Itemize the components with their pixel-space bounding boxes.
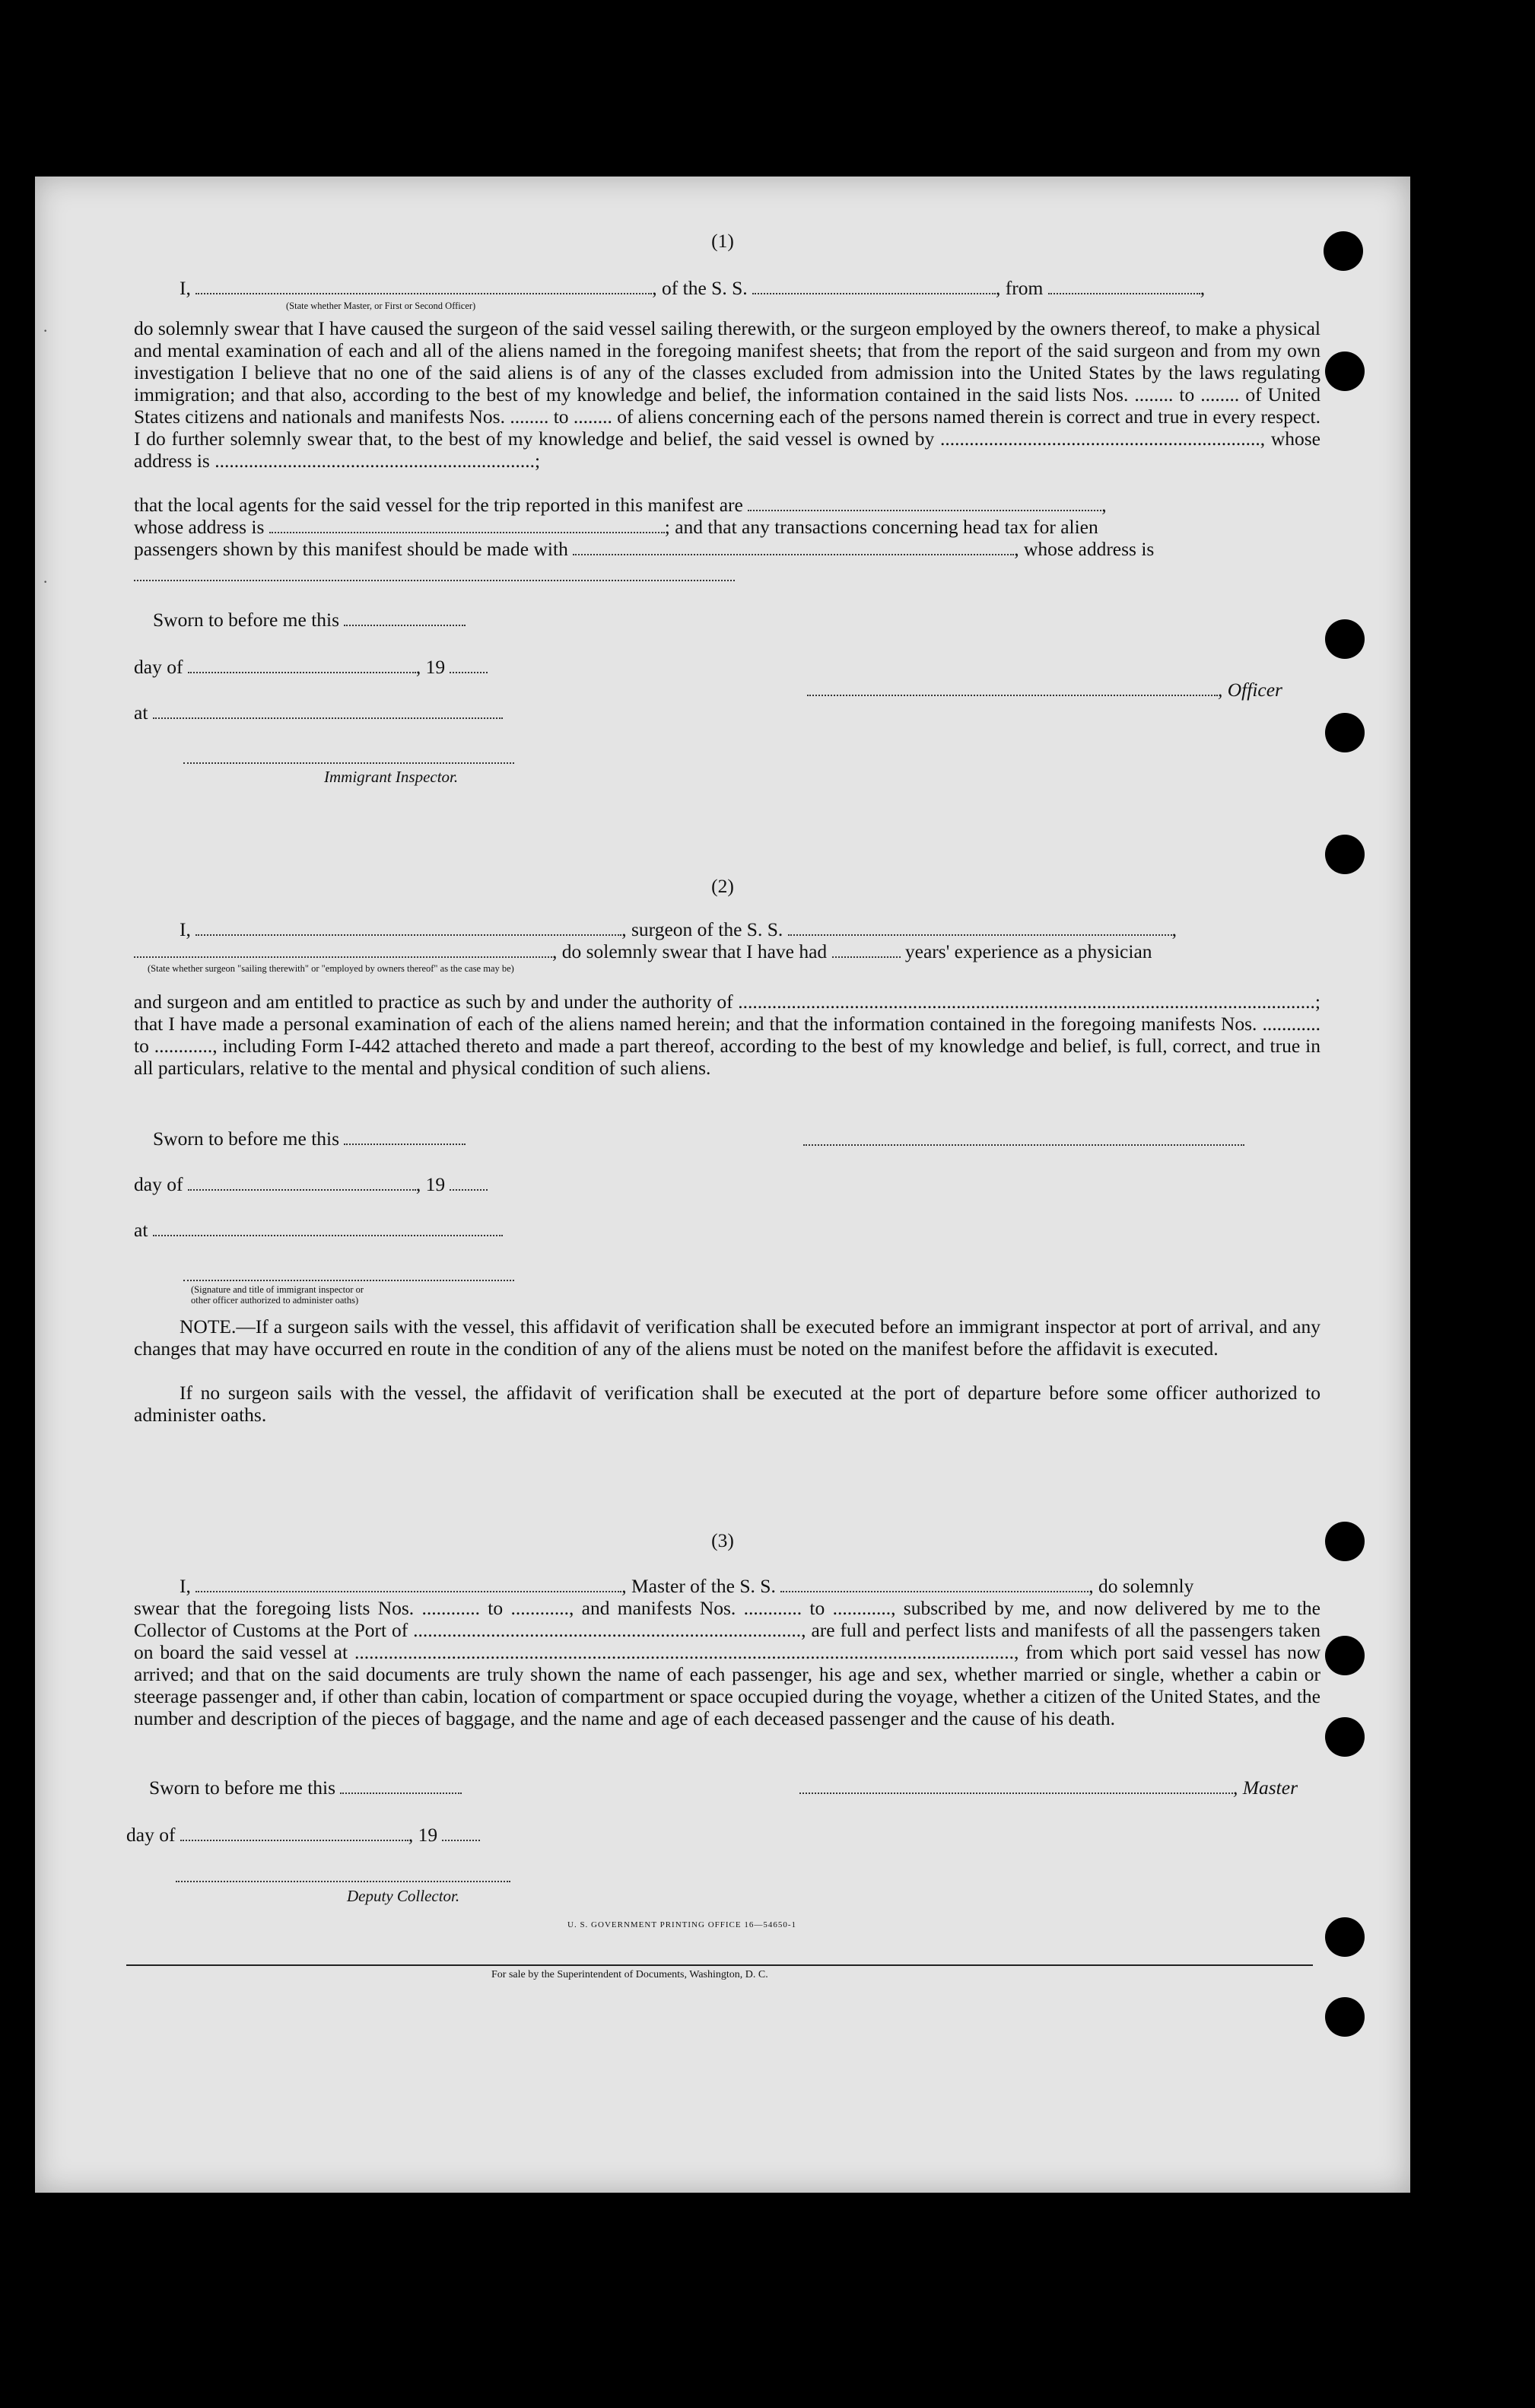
s1-agents-line: that the local agents for the said vessel for the trip reported in this manifest are , [134,494,1107,516]
s2-line1: I, , surgeon of the S. S. , [180,918,1177,940]
manifest-back-page [35,177,1410,2193]
s1-line1: I, , of the S. S. , from , [180,277,1206,299]
s3-sworn: Sworn to before me this [149,1777,462,1799]
punch-hole [1325,1636,1365,1675]
section-3-number: (3) [711,1529,734,1551]
s3-line1: I, , Master of the S. S. , do solemnly [180,1575,1194,1597]
s2-place-field[interactable] [153,1221,503,1236]
surgeon-name-field[interactable] [195,921,621,936]
s2-note-1: NOTE.—If a surgeon sails with the vessel, this affidavit of verification shall be executed before an immigrant inspector at port of arrival, and any changes that may have occurred en route in the condition of any of the aliens must be noted on the manifest before the affidavit is executed. [134,1315,1320,1360]
s1-address-line: whose address is ; and that any transactions concerning head tax for alien [134,516,1098,538]
s3-collector-signature-line[interactable] [176,1881,510,1882]
agents-address-field[interactable] [269,518,665,533]
s3-sworn-day-field[interactable] [340,1779,462,1794]
s3-month-field[interactable] [180,1826,408,1841]
punch-hole [1325,619,1365,659]
s1-officer-line: , Officer [807,679,1282,701]
s3-collector-label: Deputy Collector. [347,1887,460,1905]
s2-sig-hint-1: (Signature and title of immigrant inspector or [191,1284,364,1295]
s2-surgeon-signature-line[interactable] [803,1144,1244,1146]
head-tax-party-field[interactable] [573,540,1014,555]
punch-hole [1325,1997,1365,2037]
s3-day-of: day of , 19 [126,1824,480,1846]
s2-day-of: day of , 19 [134,1173,488,1195]
footer-sale-notice: For sale by the Superintendent of Documents, Washington, D. C. [491,1969,768,1980]
s2-month-field[interactable] [188,1175,416,1191]
bleed-through-mark: · [43,572,49,591]
s1-month-field[interactable] [188,658,416,673]
s2-at: at [134,1219,503,1241]
vessel-name-field[interactable] [752,279,996,294]
section-1-number: (1) [711,230,734,252]
s2-sig-hint-2: other officer authorized to administer oaths) [191,1295,359,1306]
punch-hole [1325,713,1365,752]
bleed-through-mark: · [43,321,49,340]
punch-hole [1325,351,1365,391]
s3-vessel-field[interactable] [780,1577,1088,1592]
s3-body: swear that the foregoing lists Nos. ............ to ............, and manifests Nos. ............ to ............, subscribed by me, and now delivered by me to the Collector of Customs at the Port of ................................................................................, are full and perfect lists and manifests of all the passengers taken on board the said vessel at ........................................................................................................................................, from which port said vessel has now arrived; and that on the said documents are truly shown the name of each passenger, his age and sex, whether married or single, whether a cabin or steerage passenger and, if other than cabin, location of compartment or space occupied during the voyage, whether a citizen of the United States, and the number and description of the pieces of baggage, and the name and age of each deceased passenger and the cause of his death. [134,1597,1320,1729]
s2-sworn-day-field[interactable] [344,1130,466,1145]
section-2-number: (2) [711,875,734,897]
s2-line2: , do solemnly swear that I have had years' experience as a physician [134,940,1152,962]
s1-inspector-label: Immigrant Inspector. [324,768,459,786]
agents-field[interactable] [748,496,1101,511]
printer-imprint: U. S. GOVERNMENT PRINTING OFFICE 16—54650-1 [567,1920,797,1929]
s2-inspector-signature-line[interactable] [183,1280,514,1281]
s2-year-field[interactable] [450,1175,488,1191]
from-port-field[interactable] [1048,279,1200,294]
s1-sworn-day-field[interactable] [344,611,466,626]
punch-hole [1325,1717,1365,1757]
s1-sworn: Sworn to before me this [153,609,466,631]
s1-day-of: day of , 19 [134,656,488,678]
s1-officer-signature-field[interactable] [807,681,1218,696]
s1-passengers-line: passengers shown by this manifest should be made with , whose address is [134,538,1155,560]
s2-sworn: Sworn to before me this [153,1128,466,1150]
punch-hole [1325,835,1365,874]
s2-status-hint: (State whether surgeon "sailing therewith" or "employed by owners thereof" as the case may be) [148,963,514,974]
years-experience-field[interactable] [832,943,901,958]
s2-body: and surgeon and am entitled to practice as such by and under the authority of .......................................................................................................................; that I have made a personal examination of each of the aliens named herein; and that the information contained in the foregoing manifests Nos. ............ to ............, including Form I-442 attached thereto and made a part thereof, according to the best of my knowledge and belief, is full, correct, and true in all particulars, relative to the mental and physical condition of such aliens. [134,991,1320,1079]
s1-at: at [134,701,503,724]
s1-place-field[interactable] [153,704,503,719]
s3-master-line: , Master [799,1777,1298,1799]
surgeon-status-field[interactable] [134,943,552,958]
s1-year-field[interactable] [450,658,488,673]
s2-vessel-field[interactable] [788,921,1172,936]
s3-master-signature-field[interactable] [799,1779,1233,1794]
s1-rank-hint: (State whether Master, or First or Second Officer) [286,301,476,311]
s2-note-2: If no surgeon sails with the vessel, the affidavit of verification shall be executed at the port of departure before some officer authorized to administer oaths. [134,1382,1320,1426]
s3-year-field[interactable] [442,1826,480,1841]
rank-field[interactable] [195,279,652,294]
s1-extra-address-line [134,580,735,581]
footer-rule [126,1964,1313,1966]
s1-inspector-signature-line[interactable] [183,762,514,764]
master-name-field[interactable] [195,1577,621,1592]
s1-body: do solemnly swear that I have caused the surgeon of the said vessel sailing therewith, or the surgeon employed by the owners thereof, to make a physical and mental examination of each and all of the aliens named in the foregoing manifest sheets; that from the report of the said surgeon and from my own investigation I believe that no one of the said aliens is of any of the classes excluded from admission into the United States by the laws regulating immigration; and that also, according to the best of my knowledge and belief, the information contained in the said lists Nos. ........ to ........ of United States citizens and nationals and manifests Nos. ........ to ........ of aliens concerning each of the persons named therein is correct and true in every respect. I do further solemnly swear that, to the best of my knowledge and belief, the said vessel is owned by .................................................................., whose address is ..................................................................; [134,317,1320,472]
punch-hole [1325,1917,1365,1957]
